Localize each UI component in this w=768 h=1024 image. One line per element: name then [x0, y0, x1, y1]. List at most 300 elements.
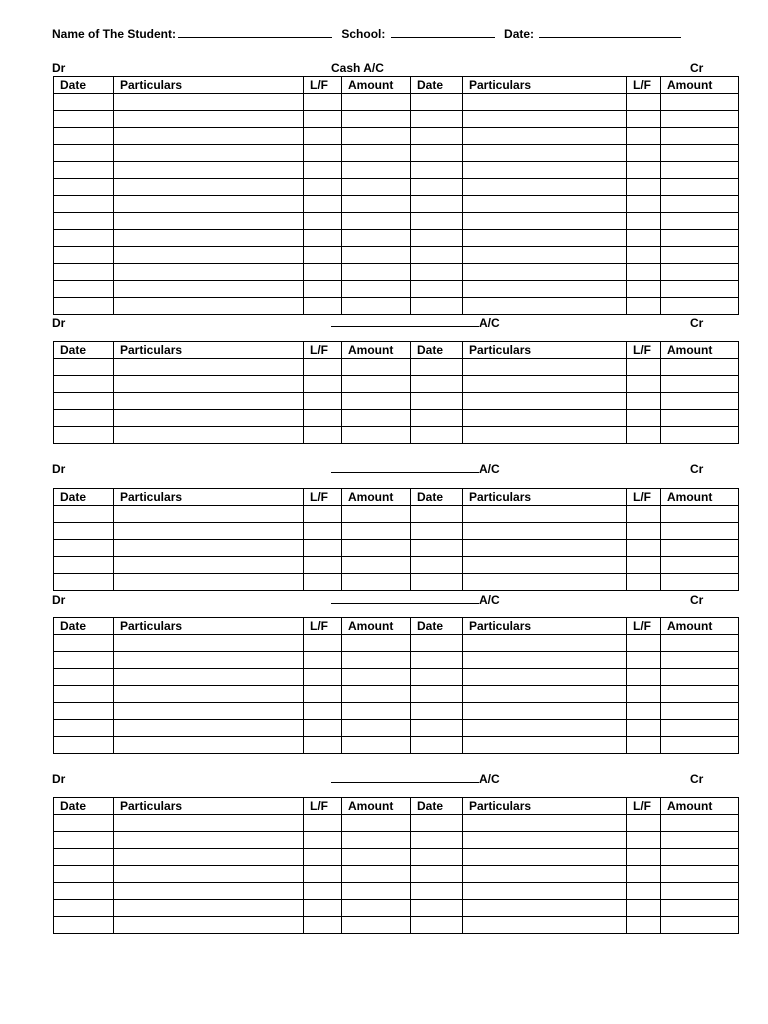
ledger-cell[interactable]	[304, 917, 342, 934]
ledger-cell[interactable]	[627, 94, 661, 111]
ledger-cell[interactable]	[342, 686, 411, 703]
ledger-cell[interactable]	[342, 574, 411, 591]
ledger-cell[interactable]	[411, 247, 463, 264]
ledger-cell[interactable]	[114, 230, 304, 247]
ledger-cell[interactable]	[627, 720, 661, 737]
ledger-cell[interactable]	[342, 213, 411, 230]
ledger-cell[interactable]	[661, 849, 739, 866]
ledger-cell[interactable]	[463, 523, 627, 540]
ledger-cell[interactable]	[463, 179, 627, 196]
ledger-cell[interactable]	[627, 737, 661, 754]
ledger-cell[interactable]	[411, 213, 463, 230]
ledger-cell[interactable]	[463, 196, 627, 213]
ledger-cell[interactable]	[661, 832, 739, 849]
ledger-cell[interactable]	[342, 376, 411, 393]
ledger-cell[interactable]	[411, 196, 463, 213]
ledger-cell[interactable]	[463, 917, 627, 934]
ledger-cell[interactable]	[661, 427, 739, 444]
ledger-cell[interactable]	[411, 523, 463, 540]
ledger-cell[interactable]	[304, 128, 342, 145]
ledger-cell[interactable]	[627, 506, 661, 523]
ledger-cell[interactable]	[411, 720, 463, 737]
ledger-cell[interactable]	[114, 849, 304, 866]
ledger-cell[interactable]	[54, 427, 114, 444]
ledger-cell[interactable]	[463, 832, 627, 849]
ledger-cell[interactable]	[463, 557, 627, 574]
ledger-cell[interactable]	[114, 179, 304, 196]
ledger-cell[interactable]	[54, 281, 114, 298]
ledger-cell[interactable]	[342, 523, 411, 540]
ledger-cell[interactable]	[411, 410, 463, 427]
ledger-cell[interactable]	[627, 574, 661, 591]
account-name-blank[interactable]	[331, 462, 479, 473]
ledger-cell[interactable]	[342, 410, 411, 427]
ledger-cell[interactable]	[54, 393, 114, 410]
ledger-cell[interactable]	[661, 410, 739, 427]
account-name-blank[interactable]	[331, 316, 479, 327]
ledger-cell[interactable]	[54, 213, 114, 230]
ledger-cell[interactable]	[304, 281, 342, 298]
ledger-cell[interactable]	[463, 703, 627, 720]
ledger-cell[interactable]	[342, 230, 411, 247]
ledger-cell[interactable]	[342, 196, 411, 213]
ledger-cell[interactable]	[114, 247, 304, 264]
ledger-cell[interactable]	[661, 298, 739, 315]
ledger-cell[interactable]	[114, 213, 304, 230]
ledger-cell[interactable]	[661, 506, 739, 523]
ledger-cell[interactable]	[342, 145, 411, 162]
ledger-cell[interactable]	[304, 883, 342, 900]
ledger-cell[interactable]	[114, 686, 304, 703]
ledger-cell[interactable]	[463, 145, 627, 162]
ledger-cell[interactable]	[463, 111, 627, 128]
ledger-cell[interactable]	[54, 720, 114, 737]
ledger-cell[interactable]	[627, 686, 661, 703]
ledger-cell[interactable]	[114, 506, 304, 523]
ledger-cell[interactable]	[411, 574, 463, 591]
ledger-cell[interactable]	[114, 94, 304, 111]
ledger-cell[interactable]	[661, 815, 739, 832]
ledger-cell[interactable]	[661, 111, 739, 128]
ledger-cell[interactable]	[304, 557, 342, 574]
ledger-cell[interactable]	[54, 298, 114, 315]
ledger-cell[interactable]	[54, 832, 114, 849]
ledger-cell[interactable]	[114, 162, 304, 179]
ledger-cell[interactable]	[114, 866, 304, 883]
ledger-cell[interactable]	[411, 737, 463, 754]
ledger-cell[interactable]	[627, 111, 661, 128]
ledger-cell[interactable]	[304, 866, 342, 883]
ledger-cell[interactable]	[54, 652, 114, 669]
ledger-cell[interactable]	[114, 832, 304, 849]
ledger-cell[interactable]	[54, 230, 114, 247]
ledger-cell[interactable]	[463, 849, 627, 866]
ledger-cell[interactable]	[411, 376, 463, 393]
ledger-cell[interactable]	[54, 111, 114, 128]
ledger-cell[interactable]	[342, 162, 411, 179]
ledger-cell[interactable]	[661, 635, 739, 652]
ledger-cell[interactable]	[342, 669, 411, 686]
ledger-cell[interactable]	[411, 94, 463, 111]
ledger-cell[interactable]	[627, 298, 661, 315]
ledger-cell[interactable]	[54, 849, 114, 866]
ledger-cell[interactable]	[627, 281, 661, 298]
ledger-cell[interactable]	[411, 917, 463, 934]
ledger-cell[interactable]	[54, 574, 114, 591]
ledger-cell[interactable]	[342, 815, 411, 832]
ledger-cell[interactable]	[411, 557, 463, 574]
ledger-cell[interactable]	[463, 128, 627, 145]
ledger-cell[interactable]	[411, 111, 463, 128]
ledger-cell[interactable]	[304, 703, 342, 720]
ledger-cell[interactable]	[342, 264, 411, 281]
ledger-cell[interactable]	[411, 179, 463, 196]
ledger-cell[interactable]	[114, 196, 304, 213]
ledger-cell[interactable]	[627, 917, 661, 934]
ledger-cell[interactable]	[114, 883, 304, 900]
ledger-cell[interactable]	[411, 635, 463, 652]
ledger-cell[interactable]	[304, 849, 342, 866]
ledger-cell[interactable]	[463, 574, 627, 591]
ledger-cell[interactable]	[463, 866, 627, 883]
ledger-cell[interactable]	[411, 669, 463, 686]
ledger-cell[interactable]	[304, 179, 342, 196]
ledger-cell[interactable]	[627, 832, 661, 849]
ledger-cell[interactable]	[342, 128, 411, 145]
ledger-cell[interactable]	[54, 737, 114, 754]
ledger-cell[interactable]	[411, 686, 463, 703]
ledger-cell[interactable]	[114, 427, 304, 444]
ledger-cell[interactable]	[661, 557, 739, 574]
ledger-cell[interactable]	[661, 866, 739, 883]
ledger-cell[interactable]	[463, 359, 627, 376]
ledger-cell[interactable]	[463, 815, 627, 832]
ledger-cell[interactable]	[463, 652, 627, 669]
ledger-cell[interactable]	[627, 410, 661, 427]
ledger-cell[interactable]	[342, 866, 411, 883]
ledger-cell[interactable]	[304, 720, 342, 737]
ledger-cell[interactable]	[411, 866, 463, 883]
ledger-cell[interactable]	[411, 883, 463, 900]
ledger-cell[interactable]	[661, 247, 739, 264]
ledger-cell[interactable]	[627, 247, 661, 264]
ledger-cell[interactable]	[411, 540, 463, 557]
ledger-cell[interactable]	[463, 410, 627, 427]
ledger-cell[interactable]	[463, 393, 627, 410]
ledger-cell[interactable]	[661, 230, 739, 247]
ledger-cell[interactable]	[54, 376, 114, 393]
ledger-cell[interactable]	[54, 900, 114, 917]
ledger-cell[interactable]	[342, 635, 411, 652]
ledger-cell[interactable]	[304, 94, 342, 111]
ledger-cell[interactable]	[463, 900, 627, 917]
ledger-cell[interactable]	[114, 737, 304, 754]
ledger-cell[interactable]	[342, 247, 411, 264]
ledger-cell[interactable]	[304, 900, 342, 917]
ledger-cell[interactable]	[627, 540, 661, 557]
ledger-cell[interactable]	[411, 128, 463, 145]
ledger-cell[interactable]	[342, 917, 411, 934]
ledger-cell[interactable]	[463, 883, 627, 900]
ledger-cell[interactable]	[342, 506, 411, 523]
ledger-cell[interactable]	[304, 815, 342, 832]
ledger-cell[interactable]	[114, 376, 304, 393]
ledger-cell[interactable]	[463, 737, 627, 754]
ledger-cell[interactable]	[342, 540, 411, 557]
ledger-cell[interactable]	[463, 264, 627, 281]
ledger-cell[interactable]	[463, 427, 627, 444]
ledger-cell[interactable]	[661, 359, 739, 376]
ledger-cell[interactable]	[342, 737, 411, 754]
ledger-cell[interactable]	[54, 247, 114, 264]
ledger-cell[interactable]	[304, 669, 342, 686]
ledger-cell[interactable]	[411, 264, 463, 281]
ledger-cell[interactable]	[627, 376, 661, 393]
ledger-cell[interactable]	[54, 557, 114, 574]
account-name[interactable]	[331, 593, 500, 607]
ledger-cell[interactable]	[627, 669, 661, 686]
ledger-cell[interactable]	[304, 111, 342, 128]
ledger-cell[interactable]	[304, 264, 342, 281]
ledger-cell[interactable]	[661, 720, 739, 737]
ledger-cell[interactable]	[661, 737, 739, 754]
ledger-cell[interactable]	[54, 540, 114, 557]
ledger-cell[interactable]	[411, 393, 463, 410]
ledger-cell[interactable]	[342, 900, 411, 917]
ledger-cell[interactable]	[54, 179, 114, 196]
ledger-cell[interactable]	[661, 376, 739, 393]
ledger-cell[interactable]	[342, 652, 411, 669]
ledger-cell[interactable]	[411, 652, 463, 669]
ledger-cell[interactable]	[304, 247, 342, 264]
ledger-cell[interactable]	[304, 686, 342, 703]
ledger-cell[interactable]	[411, 815, 463, 832]
ledger-cell[interactable]	[661, 94, 739, 111]
student-name-field[interactable]	[178, 27, 332, 38]
ledger-cell[interactable]	[661, 179, 739, 196]
ledger-cell[interactable]	[411, 162, 463, 179]
ledger-cell[interactable]	[411, 359, 463, 376]
ledger-cell[interactable]	[114, 720, 304, 737]
ledger-cell[interactable]	[54, 669, 114, 686]
ledger-cell[interactable]	[661, 145, 739, 162]
ledger-cell[interactable]	[114, 298, 304, 315]
ledger-cell[interactable]	[114, 669, 304, 686]
ledger-cell[interactable]	[114, 917, 304, 934]
ledger-cell[interactable]	[114, 359, 304, 376]
ledger-cell[interactable]	[342, 179, 411, 196]
ledger-cell[interactable]	[627, 393, 661, 410]
ledger-cell[interactable]	[627, 849, 661, 866]
school-field[interactable]	[391, 27, 495, 38]
ledger-cell[interactable]	[54, 128, 114, 145]
ledger-cell[interactable]	[114, 410, 304, 427]
ledger-cell[interactable]	[304, 410, 342, 427]
ledger-cell[interactable]	[661, 540, 739, 557]
ledger-cell[interactable]	[411, 900, 463, 917]
ledger-cell[interactable]	[114, 815, 304, 832]
ledger-cell[interactable]	[661, 574, 739, 591]
ledger-cell[interactable]	[661, 523, 739, 540]
ledger-cell[interactable]	[463, 669, 627, 686]
ledger-cell[interactable]	[411, 230, 463, 247]
ledger-cell[interactable]	[304, 523, 342, 540]
ledger-cell[interactable]	[627, 635, 661, 652]
ledger-cell[interactable]	[342, 849, 411, 866]
ledger-cell[interactable]	[54, 196, 114, 213]
ledger-cell[interactable]	[342, 94, 411, 111]
ledger-cell[interactable]	[627, 866, 661, 883]
ledger-cell[interactable]	[114, 900, 304, 917]
ledger-cell[interactable]	[54, 883, 114, 900]
ledger-cell[interactable]	[54, 703, 114, 720]
ledger-cell[interactable]	[114, 652, 304, 669]
ledger-cell[interactable]	[627, 815, 661, 832]
ledger-cell[interactable]	[54, 686, 114, 703]
ledger-cell[interactable]	[304, 162, 342, 179]
ledger-cell[interactable]	[54, 264, 114, 281]
ledger-cell[interactable]	[342, 359, 411, 376]
ledger-cell[interactable]	[114, 523, 304, 540]
ledger-cell[interactable]	[304, 298, 342, 315]
ledger-cell[interactable]	[627, 196, 661, 213]
ledger-cell[interactable]	[114, 557, 304, 574]
ledger-cell[interactable]	[661, 917, 739, 934]
ledger-cell[interactable]	[304, 540, 342, 557]
ledger-cell[interactable]	[114, 574, 304, 591]
ledger-cell[interactable]	[463, 94, 627, 111]
ledger-cell[interactable]	[463, 506, 627, 523]
ledger-cell[interactable]	[463, 376, 627, 393]
ledger-cell[interactable]	[304, 574, 342, 591]
ledger-cell[interactable]	[463, 720, 627, 737]
ledger-cell[interactable]	[661, 393, 739, 410]
ledger-cell[interactable]	[463, 281, 627, 298]
ledger-cell[interactable]	[661, 213, 739, 230]
ledger-cell[interactable]	[54, 815, 114, 832]
ledger-cell[interactable]	[627, 427, 661, 444]
ledger-cell[interactable]	[54, 506, 114, 523]
ledger-cell[interactable]	[627, 128, 661, 145]
ledger-cell[interactable]	[411, 832, 463, 849]
ledger-cell[interactable]	[114, 281, 304, 298]
ledger-cell[interactable]	[304, 506, 342, 523]
ledger-cell[interactable]	[463, 230, 627, 247]
ledger-cell[interactable]	[54, 359, 114, 376]
ledger-cell[interactable]	[627, 179, 661, 196]
ledger-cell[interactable]	[304, 376, 342, 393]
ledger-cell[interactable]	[54, 917, 114, 934]
ledger-cell[interactable]	[661, 703, 739, 720]
ledger-cell[interactable]	[114, 111, 304, 128]
ledger-cell[interactable]	[54, 410, 114, 427]
ledger-cell[interactable]	[661, 900, 739, 917]
ledger-cell[interactable]	[661, 162, 739, 179]
ledger-cell[interactable]	[463, 686, 627, 703]
ledger-cell[interactable]	[411, 506, 463, 523]
account-name[interactable]	[331, 462, 500, 476]
ledger-cell[interactable]	[627, 213, 661, 230]
ledger-cell[interactable]	[342, 393, 411, 410]
ledger-cell[interactable]	[342, 832, 411, 849]
ledger-cell[interactable]	[411, 849, 463, 866]
ledger-cell[interactable]	[661, 128, 739, 145]
ledger-cell[interactable]	[661, 669, 739, 686]
ledger-cell[interactable]	[627, 162, 661, 179]
account-name-blank[interactable]	[331, 772, 479, 783]
ledger-cell[interactable]	[342, 883, 411, 900]
ledger-cell[interactable]	[627, 523, 661, 540]
ledger-cell[interactable]	[304, 393, 342, 410]
ledger-cell[interactable]	[114, 703, 304, 720]
ledger-cell[interactable]	[627, 557, 661, 574]
ledger-cell[interactable]	[342, 703, 411, 720]
ledger-cell[interactable]	[627, 359, 661, 376]
account-name[interactable]	[331, 772, 500, 786]
ledger-cell[interactable]	[304, 737, 342, 754]
ledger-cell[interactable]	[411, 145, 463, 162]
ledger-cell[interactable]	[304, 213, 342, 230]
ledger-cell[interactable]	[463, 298, 627, 315]
ledger-cell[interactable]	[627, 145, 661, 162]
ledger-cell[interactable]	[304, 635, 342, 652]
ledger-cell[interactable]	[304, 230, 342, 247]
ledger-cell[interactable]	[342, 281, 411, 298]
ledger-cell[interactable]	[54, 635, 114, 652]
ledger-cell[interactable]	[411, 281, 463, 298]
ledger-cell[interactable]	[627, 264, 661, 281]
ledger-cell[interactable]	[463, 247, 627, 264]
ledger-cell[interactable]	[54, 145, 114, 162]
ledger-cell[interactable]	[661, 196, 739, 213]
ledger-cell[interactable]	[661, 686, 739, 703]
ledger-cell[interactable]	[114, 635, 304, 652]
ledger-cell[interactable]	[114, 128, 304, 145]
ledger-cell[interactable]	[114, 145, 304, 162]
ledger-cell[interactable]	[661, 281, 739, 298]
ledger-cell[interactable]	[342, 427, 411, 444]
ledger-cell[interactable]	[627, 230, 661, 247]
ledger-cell[interactable]	[342, 720, 411, 737]
ledger-cell[interactable]	[342, 111, 411, 128]
ledger-cell[interactable]	[627, 883, 661, 900]
ledger-cell[interactable]	[114, 540, 304, 557]
ledger-cell[interactable]	[54, 523, 114, 540]
ledger-cell[interactable]	[54, 866, 114, 883]
ledger-cell[interactable]	[342, 557, 411, 574]
ledger-cell[interactable]	[411, 703, 463, 720]
ledger-cell[interactable]	[114, 393, 304, 410]
ledger-cell[interactable]	[114, 264, 304, 281]
ledger-cell[interactable]	[627, 900, 661, 917]
ledger-cell[interactable]	[342, 298, 411, 315]
ledger-cell[interactable]	[54, 94, 114, 111]
ledger-cell[interactable]	[411, 427, 463, 444]
ledger-cell[interactable]	[463, 162, 627, 179]
ledger-cell[interactable]	[304, 359, 342, 376]
ledger-cell[interactable]	[627, 703, 661, 720]
ledger-cell[interactable]	[661, 652, 739, 669]
ledger-cell[interactable]	[463, 635, 627, 652]
ledger-cell[interactable]	[661, 264, 739, 281]
ledger-cell[interactable]	[463, 540, 627, 557]
ledger-cell[interactable]	[627, 652, 661, 669]
ledger-cell[interactable]	[304, 832, 342, 849]
ledger-cell[interactable]	[54, 162, 114, 179]
ledger-cell[interactable]	[411, 298, 463, 315]
account-name-blank[interactable]	[331, 593, 479, 604]
account-name[interactable]	[331, 316, 500, 330]
